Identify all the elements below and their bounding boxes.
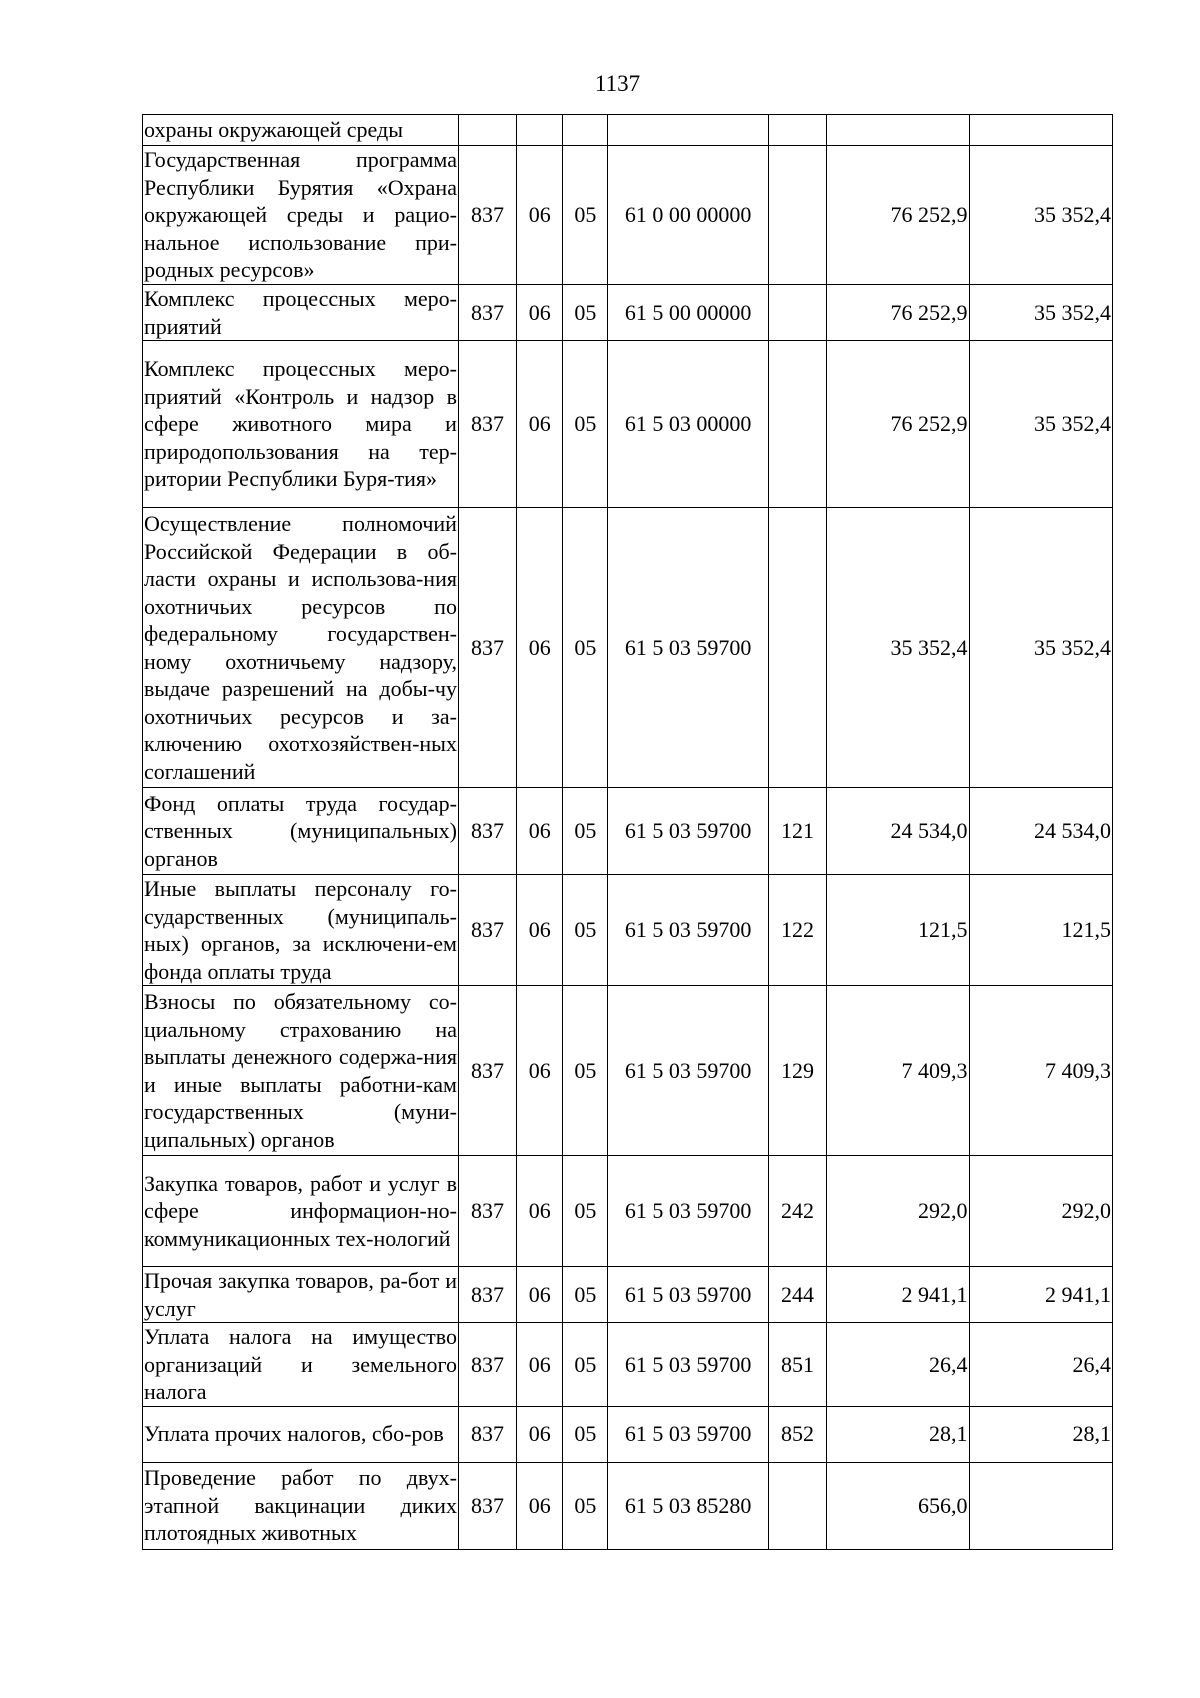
target-article-cell: 61 5 03 59700 — [608, 508, 768, 788]
ministry-code-cell: 837 — [458, 788, 516, 875]
section-code-cell — [517, 115, 563, 146]
expense-type-cell — [768, 341, 826, 508]
table-row — [143, 986, 1113, 1156]
table-row — [143, 1406, 1113, 1462]
amount-year2-cell: 35 352,4 — [969, 341, 1113, 508]
amount-year1-cell: 2 941,1 — [827, 1267, 969, 1323]
subsection-code-cell: 05 — [563, 285, 608, 341]
table-row — [143, 788, 1113, 875]
table-row — [143, 1156, 1113, 1267]
target-article-cell: 61 5 03 59700 — [608, 1156, 768, 1267]
budget-table-body — [143, 115, 1113, 1550]
table-row — [143, 1462, 1113, 1549]
ministry-code-cell: 837 — [458, 341, 516, 508]
expense-type-cell: 129 — [768, 986, 826, 1156]
amount-year2-cell: 121,5 — [969, 875, 1113, 986]
row-name-cell: охраны окружающей среды — [143, 115, 459, 146]
expense-type-cell — [768, 285, 826, 341]
amount-year2-cell: 35 352,4 — [969, 285, 1113, 341]
row-name-cell: Уплата прочих налогов, сбо-ров — [143, 1406, 459, 1462]
target-article-cell: 61 5 03 85280 — [608, 1462, 768, 1549]
target-article-cell: 61 5 03 59700 — [608, 1323, 768, 1407]
amount-year1-cell: 26,4 — [827, 1323, 969, 1407]
target-article-cell — [608, 115, 768, 146]
row-name-cell: Иные выплаты персоналу го-сударственных (муниципаль-ных) органов, за исключени-ем фонда оплаты труда — [144, 876, 457, 984]
subsection-code-cell: 05 — [563, 146, 608, 285]
table-row — [143, 341, 1113, 508]
row-name-cell: Уплата налога на имущество организаций и земельного налога — [144, 1324, 457, 1404]
amount-year2-cell: 28,1 — [969, 1406, 1113, 1462]
amount-year1-cell: 35 352,4 — [827, 508, 969, 788]
section-code-cell: 06 — [517, 788, 563, 875]
table-row — [143, 115, 1113, 146]
amount-year1-cell: 656,0 — [827, 1462, 969, 1549]
table-row — [143, 1323, 1113, 1407]
section-code-cell: 06 — [517, 875, 563, 986]
amount-year2-cell — [969, 1462, 1113, 1549]
section-code-cell: 06 — [517, 1156, 563, 1267]
expense-type-cell: 852 — [768, 1406, 826, 1462]
amount-year2-cell: 292,0 — [969, 1156, 1113, 1267]
ministry-code-cell: 837 — [458, 1406, 516, 1462]
row-name-cell: Проведение работ по двух-этапной вакцинации диких плотоядных животных — [143, 1462, 459, 1549]
expense-type-cell — [768, 146, 826, 285]
amount-year2-cell: 2 941,1 — [969, 1267, 1113, 1323]
target-article-cell: 61 0 00 00000 — [608, 146, 768, 285]
row-name-cell: Государственная программа Республики Бурятия «Охрана окружающей среды и рацио-нальное использование при-родных ресурсов» — [143, 146, 459, 285]
target-article-cell: 61 5 03 59700 — [608, 1406, 768, 1462]
amount-year1-cell: 76 252,9 — [827, 146, 969, 285]
amount-year2-cell — [969, 115, 1113, 146]
ministry-code-cell: 837 — [458, 1323, 516, 1407]
amount-year1-cell — [827, 115, 969, 146]
row-name-cell: Осуществление полномочий Российской Федерации в об-ласти охраны и использова-ния охотничьих ресурсов по федеральному государствен-ному охотничьему надзору, выдаче разрешений на добы-чу охотничьих ресурсов и за-ключению охотхозяйствен-ных соглашений — [143, 508, 459, 788]
row-name-cell: Комплекс процессных меро-приятий — [144, 286, 457, 339]
table-row — [143, 146, 1113, 285]
row-name-cell: Прочая закупка товаров, ра-бот и услуг — [144, 1268, 457, 1321]
subsection-code-cell: 05 — [563, 1323, 608, 1407]
subsection-code-cell: 05 — [563, 1156, 608, 1267]
section-code-cell: 06 — [517, 508, 563, 788]
expense-type-cell: 122 — [768, 875, 826, 986]
amount-year2-cell: 26,4 — [969, 1323, 1113, 1407]
expense-type-cell: 851 — [768, 1323, 826, 1407]
subsection-code-cell: 05 — [563, 508, 608, 788]
expense-type-cell — [768, 1462, 826, 1549]
ministry-code-cell: 837 — [458, 986, 516, 1156]
amount-year1-cell: 292,0 — [827, 1156, 969, 1267]
target-article-cell: 61 5 03 00000 — [608, 341, 768, 508]
amount-year1-cell: 28,1 — [827, 1406, 969, 1462]
amount-year2-cell: 24 534,0 — [969, 788, 1113, 875]
ministry-code-cell: 837 — [458, 875, 516, 986]
amount-year1-cell: 76 252,9 — [827, 341, 969, 508]
ministry-code-cell: 837 — [458, 1156, 516, 1267]
table-row — [143, 508, 1113, 788]
section-code-cell: 06 — [517, 986, 563, 1156]
amount-year2-cell: 7 409,3 — [969, 986, 1113, 1156]
table-row — [143, 1267, 1113, 1323]
subsection-code-cell: 05 — [563, 986, 608, 1156]
section-code-cell: 06 — [517, 341, 563, 508]
section-code-cell: 06 — [517, 285, 563, 341]
expense-type-cell: 242 — [768, 1156, 826, 1267]
amount-year2-cell: 35 352,4 — [969, 508, 1113, 788]
amount-year2-cell: 35 352,4 — [969, 146, 1113, 285]
target-article-cell: 61 5 03 59700 — [608, 875, 768, 986]
table-row — [143, 875, 1113, 986]
subsection-code-cell: 05 — [563, 875, 608, 986]
expense-type-cell: 121 — [768, 788, 826, 875]
subsection-code-cell: 05 — [563, 1406, 608, 1462]
amount-year1-cell: 7 409,3 — [827, 986, 969, 1156]
budget-table — [142, 114, 1113, 1550]
ministry-code-cell: 837 — [458, 1267, 516, 1323]
ministry-code-cell: 837 — [458, 508, 516, 788]
subsection-code-cell: 05 — [563, 1267, 608, 1323]
expense-type-cell — [768, 115, 826, 146]
expense-type-cell — [768, 508, 826, 788]
target-article-cell: 61 5 03 59700 — [608, 788, 768, 875]
row-name-cell: Фонд оплаты труда государ-ственных (муниципальных) органов — [143, 788, 459, 875]
ministry-code-cell: 837 — [458, 1462, 516, 1549]
ministry-code-cell: 837 — [458, 285, 516, 341]
amount-year1-cell: 24 534,0 — [827, 788, 969, 875]
target-article-cell: 61 5 03 59700 — [608, 986, 768, 1156]
row-name-cell: Взносы по обязательному со-циальному страхованию на выплаты денежного содержа-ния и иные выплаты работни-кам государственных (муни-ципальных) органов — [143, 986, 459, 1156]
ministry-code-cell: 837 — [458, 146, 516, 285]
subsection-code-cell: 05 — [563, 341, 608, 508]
table-row — [143, 285, 1113, 341]
target-article-cell: 61 5 03 59700 — [608, 1267, 768, 1323]
section-code-cell: 06 — [517, 1267, 563, 1323]
expense-type-cell: 244 — [768, 1267, 826, 1323]
ministry-code-cell — [458, 115, 516, 146]
target-article-cell: 61 5 00 00000 — [608, 285, 768, 341]
subsection-code-cell — [563, 115, 608, 146]
section-code-cell: 06 — [517, 1406, 563, 1462]
subsection-code-cell: 05 — [563, 1462, 608, 1549]
subsection-code-cell: 05 — [563, 788, 608, 875]
row-name-cell: Закупка товаров, работ и услуг в сфере информацион-но-коммуникационных тех-нологий — [143, 1156, 459, 1267]
page-number: 1137 — [594, 71, 641, 96]
section-code-cell: 06 — [517, 1462, 563, 1549]
amount-year1-cell: 121,5 — [827, 875, 969, 986]
section-code-cell: 06 — [517, 1323, 563, 1407]
row-name-cell: Комплекс процессных меро-приятий «Контроль и надзор в сфере животного мира и природопользования на тер-ритории Республики Буря-тия» — [143, 341, 459, 508]
amount-year1-cell: 76 252,9 — [827, 285, 969, 341]
section-code-cell: 06 — [517, 146, 563, 285]
